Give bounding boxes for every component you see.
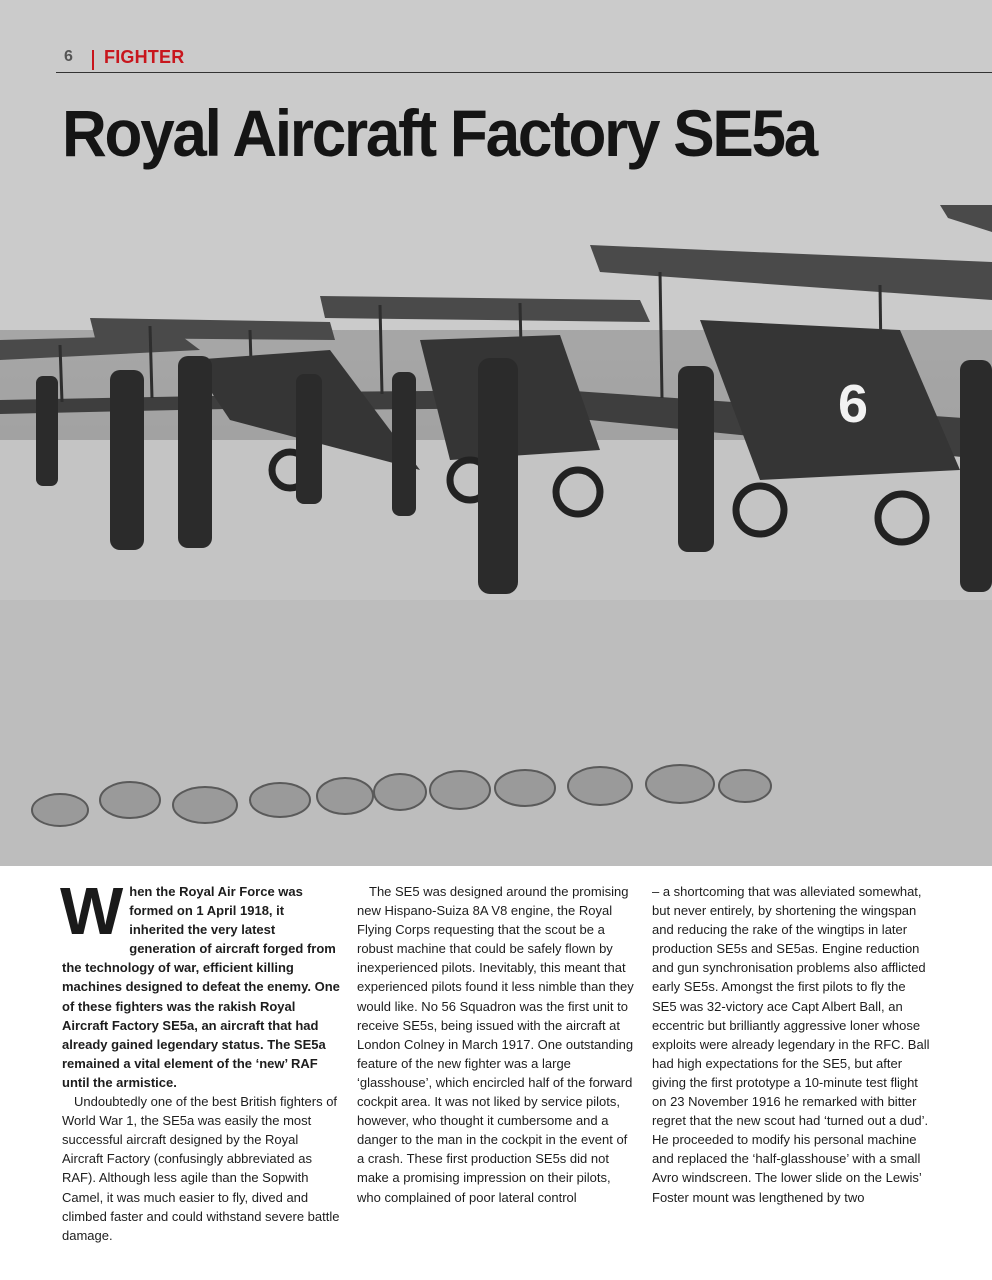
body-paragraph-3: – a shortcoming that was alleviated somewhat, but never entirely, by shortening the wingspan and reducing the rake of the wingtips in later production SE5s and SE5as. Engine reduction and gun synchronisation problems also afflicted early SE5s. Amongst the first pilots to fly the SE5 was 32-victory ace Capt Albert Ball, an eccentric but brilliantly aggressive loner whose exploits were already legendary in the RFC. Ball had high expectations for the SE5, but after giving the first prototype a 10-minute test flight on 23 November 1916 he remarked with bitter regret that the new scout had ‘turned out a dud’. He proceeded to modify his personal machine and replaced the ‘half-glasshouse’ with a small Avro windscreen. The lower slide on the Lewis’ Foster mount was lengthened by two (652, 884, 930, 1205)
body-paragraph-2: The SE5 was designed around the promising new Hispano-Suiza 8A V8 engine, the Royal Flying Corps requesting that the scout be a robust machine that could be safely flown by inexperienced pilots. Inevitably, this meant that experienced pilots found it less nimble than they would like. No 56 Squadron was the first unit to receive SE5s, being issued with the aircraft at London Colney in March 1917. One outstanding feature of the new fighter was a large ‘glasshouse’, which encircled half of the forward cockpit area. It was not liked by service pilots, however, who thought it cumbersome and a danger to the man in the cockpit in the event of a crash. These first production SE5s did not make a promising impression on their pilots, who complained of poor lateral control (357, 884, 634, 1205)
header-divider (92, 50, 94, 70)
column-1 (60, 874, 342, 1245)
intro-paragraph (60, 874, 342, 1092)
article-title: Royal Aircraft Factory SE5a (62, 96, 816, 170)
intro-text: hen the Royal Air Force was formed on 1 April 1918, it inherited the very latest generation of aircraft forged from the technology of war, efficient killing machines designed to defeat the enemy. One of these fighters was the rakish Royal Aircraft Factory SE5a, an aircraft that had already gained legendary status. The SE5a remained a vital element of the ‘new’ RAF until the armistice. (62, 884, 340, 1090)
section-label: FIGHTER (104, 47, 185, 67)
column-2 (357, 882, 637, 1207)
page-number: 6 (64, 48, 73, 65)
page-header (56, 44, 992, 73)
drop-cap: W (60, 874, 124, 949)
fuselage-number: 6 (838, 374, 869, 434)
body-paragraph-1: Undoubtedly one of the best British fighters of World War 1, the SE5a was easily the most successful aircraft designed by the Royal Aircraft Factory (confusingly abbreviated as RAF). Although less agile than the Sopwith Camel, it was much easier to fly, dived and climbed faster and could withstand severe battle damage. (62, 1094, 340, 1243)
column-3 (652, 882, 932, 1207)
